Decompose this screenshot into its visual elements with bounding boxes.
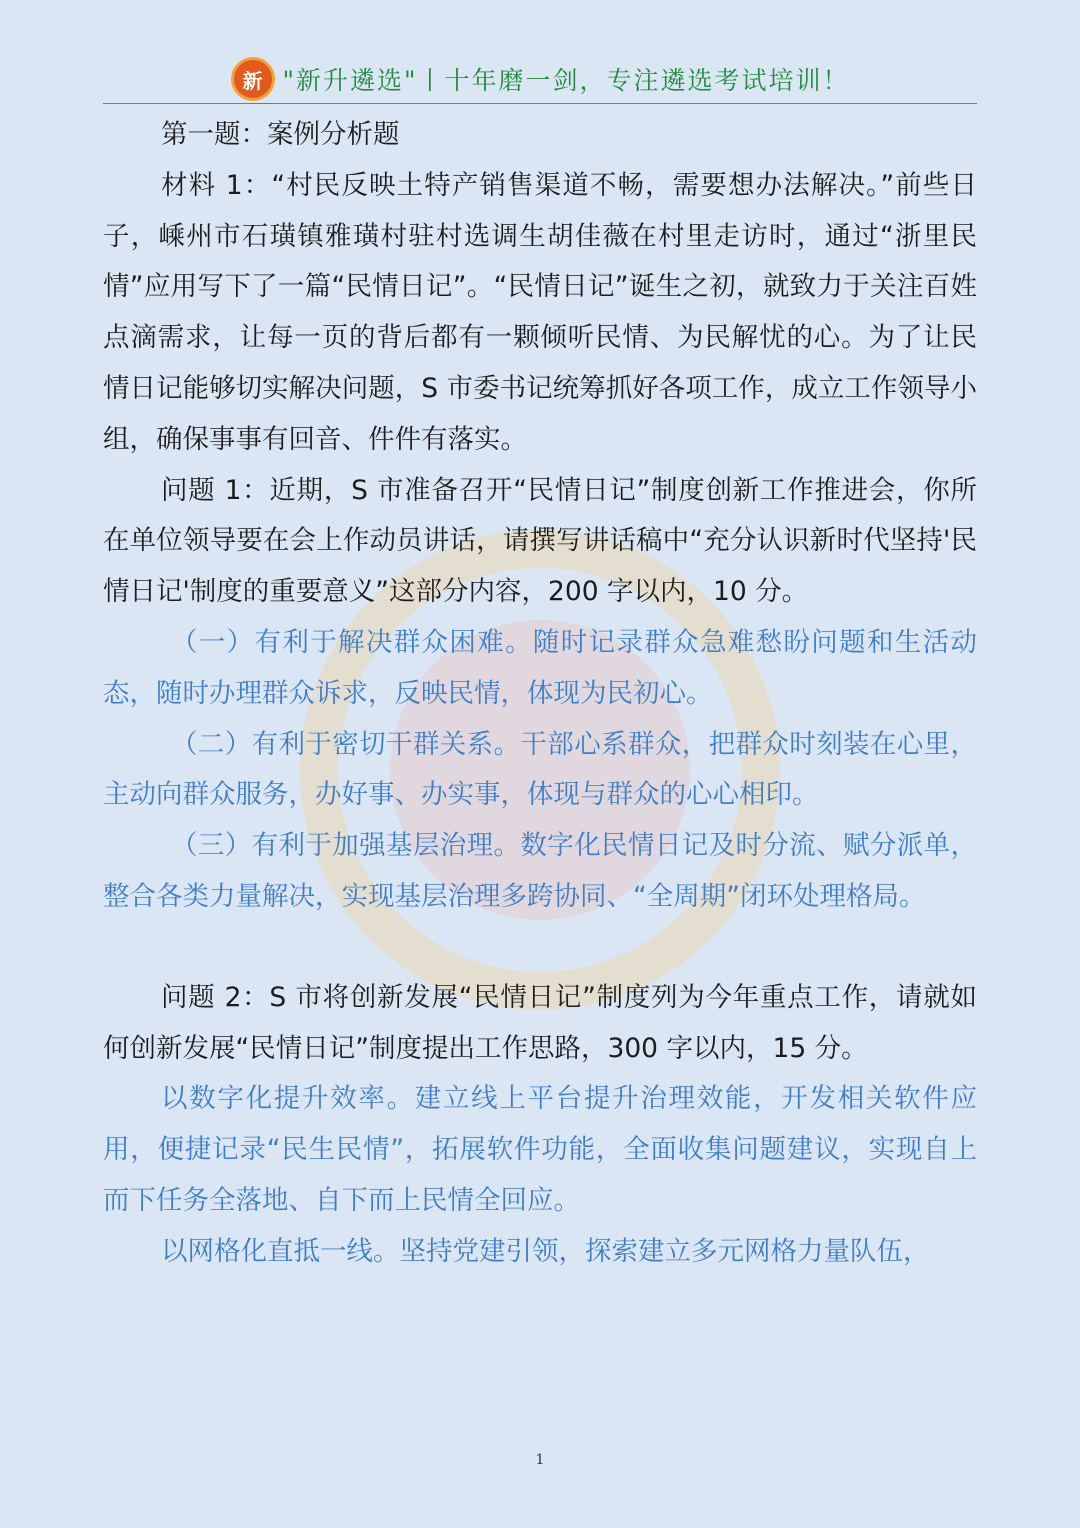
paragraph-gap — [103, 923, 977, 973]
brand-logo-icon — [231, 57, 275, 101]
header-divider — [103, 103, 977, 104]
answer-2-item-2: 以网格化直抵一线。坚持党建引领，探索建立多元网格力量队伍， — [161, 1235, 930, 1267]
question-1-paragraph: 问题 1：近期，S 市准备召开“民情日记”制度创新工作推进会，你所在单位领导要在会上作动员讲话，请撰写讲话稿中“充分认识新时代坚持'民情日记'制度的重要意义”这部分内容，200 字以内，10 分。 — [103, 474, 977, 608]
answer-1-item-2: （二）有利于密切干群关系。干部心系群众，把群众时刻装在心里，主动向群众服务，办好事、办实事，体现与群众的心心相印。 — [103, 728, 977, 811]
header-slogan: "新升遴选"丨十年磨一剑，专注遴选考试培训！ — [282, 66, 850, 95]
logo-text: 新 — [242, 68, 263, 93]
material-1-paragraph: 材料 1：“村民反映土特产销售渠道不畅，需要想办法解决。”前些日子，嵊州市石璜镇雅璜村驻村选调生胡佳薇在村里走访时，通过“浙里民情”应用写下了一篇“民情日记”。“民情日记”诞生之初，就致力于关注百姓点滴需求，让每一页的背后都有一颗倾听民情、为民解忧的心。为了让民情日记能够切实解决问题，S 市委书记统筹抓好各项工作，成立工作领导小组，确保事事有回音、件件有落实。 — [103, 169, 977, 455]
answer-2-item-1: 以数字化提升效率。建立线上平台提升治理效能，开发相关软件应用，便捷记录“民生民情”，拓展软件功能，全面收集问题建议，实现自上而下任务全落地、自下而上民情全回应。 — [103, 1083, 977, 1216]
section-title: 第一题：案例分析题 — [161, 119, 400, 150]
answer-1-item-1: （一）有利于解决群众困难。随时记录群众急难愁盼问题和生活动态，随时办理群众诉求，反映民情，体现为民初心。 — [103, 626, 977, 709]
page-number: 1 — [535, 1452, 545, 1468]
answer-1-item-3: （三）有利于加强基层治理。数字化民情日记及时分流、赋分派单，整合各类力量解决，实现基层治理多跨协同、“全周期”闭环处理格局。 — [103, 830, 977, 912]
question-2-paragraph: 问题 2：S 市将创新发展“民情日记”制度列为今年重点工作，请就如何创新发展“民情日记”制度提出工作思路，300 字以内，15 分。 — [103, 981, 977, 1064]
page-header — [103, 54, 977, 104]
document-body — [103, 110, 977, 1278]
